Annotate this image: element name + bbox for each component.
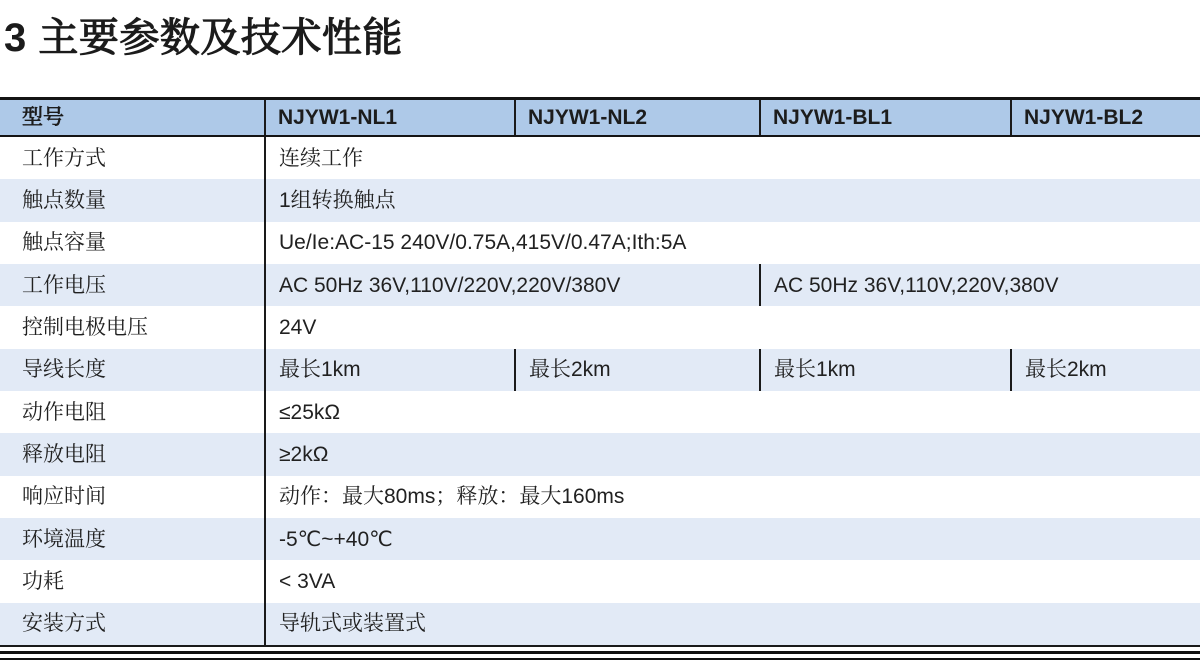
row-label: 触点数量 <box>0 179 266 221</box>
header-model-njyw1-nl1: NJYW1-NL1 <box>278 106 398 129</box>
table-row-working-voltage <box>0 264 1200 306</box>
row-value: 导轨式或装置式 <box>279 612 426 636</box>
spec-table <box>0 97 1200 660</box>
row-value: AC 50Hz 36V,110V/220V,220V/380V <box>279 273 621 297</box>
row-value: 1组转换触点 <box>279 188 396 212</box>
table-row-release-resistance <box>0 433 1200 475</box>
row-label: 功耗 <box>0 560 266 602</box>
row-value: < 3VA <box>279 569 336 593</box>
table-body <box>0 137 1200 647</box>
row-label: 触点容量 <box>0 222 266 264</box>
page-title: 3 主要参数及技术性能 <box>4 16 403 60</box>
table-row-power-consumption <box>0 560 1200 602</box>
table-row-wire-length <box>0 349 1200 391</box>
table-row-contact-count <box>0 179 1200 221</box>
table-row-working-mode <box>0 137 1200 179</box>
row-value: ≥2kΩ <box>279 442 329 466</box>
row-label: 响应时间 <box>0 476 266 518</box>
row-label: 工作方式 <box>0 137 266 179</box>
row-value: Ue/Ie:AC-15 240V/0.75A,415V/0.47A;Ith:5A <box>279 231 687 255</box>
row-value: 最长2km <box>514 349 759 391</box>
row-value: 动作：最大80ms；释放：最大160ms <box>279 485 625 509</box>
header-model-njyw1-bl2: NJYW1-BL2 <box>1010 100 1200 135</box>
row-value: 24V <box>279 315 317 339</box>
row-label: 安装方式 <box>0 603 266 645</box>
row-label: 环境温度 <box>0 518 266 560</box>
table-row-action-resistance <box>0 391 1200 433</box>
table-row-control-electrode-voltage <box>0 306 1200 348</box>
table-header-row <box>0 97 1200 137</box>
row-value: 最长2km <box>1010 349 1200 391</box>
table-row-mounting-method <box>0 603 1200 645</box>
row-value: 最长1km <box>759 349 1010 391</box>
row-value: AC 50Hz 36V,110V,220V,380V <box>759 264 1200 306</box>
row-value: -5℃~+40℃ <box>279 527 393 551</box>
row-label: 控制电极电压 <box>0 306 266 348</box>
header-model-njyw1-bl1: NJYW1-BL1 <box>759 100 1010 135</box>
table-row-contact-capacity <box>0 222 1200 264</box>
row-label: 释放电阻 <box>0 433 266 475</box>
row-label: 工作电压 <box>0 264 266 306</box>
row-label: 动作电阻 <box>0 391 266 433</box>
table-row-ambient-temperature <box>0 518 1200 560</box>
table-row-response-time <box>0 476 1200 518</box>
header-model-njyw1-nl2: NJYW1-NL2 <box>514 100 759 135</box>
row-value: ≤25kΩ <box>279 400 341 424</box>
row-value: 最长1km <box>279 358 361 382</box>
bottom-double-rule <box>0 651 1200 660</box>
row-label: 导线长度 <box>0 349 266 391</box>
header-model-label: 型号 <box>0 100 266 135</box>
row-value: 连续工作 <box>279 146 363 170</box>
